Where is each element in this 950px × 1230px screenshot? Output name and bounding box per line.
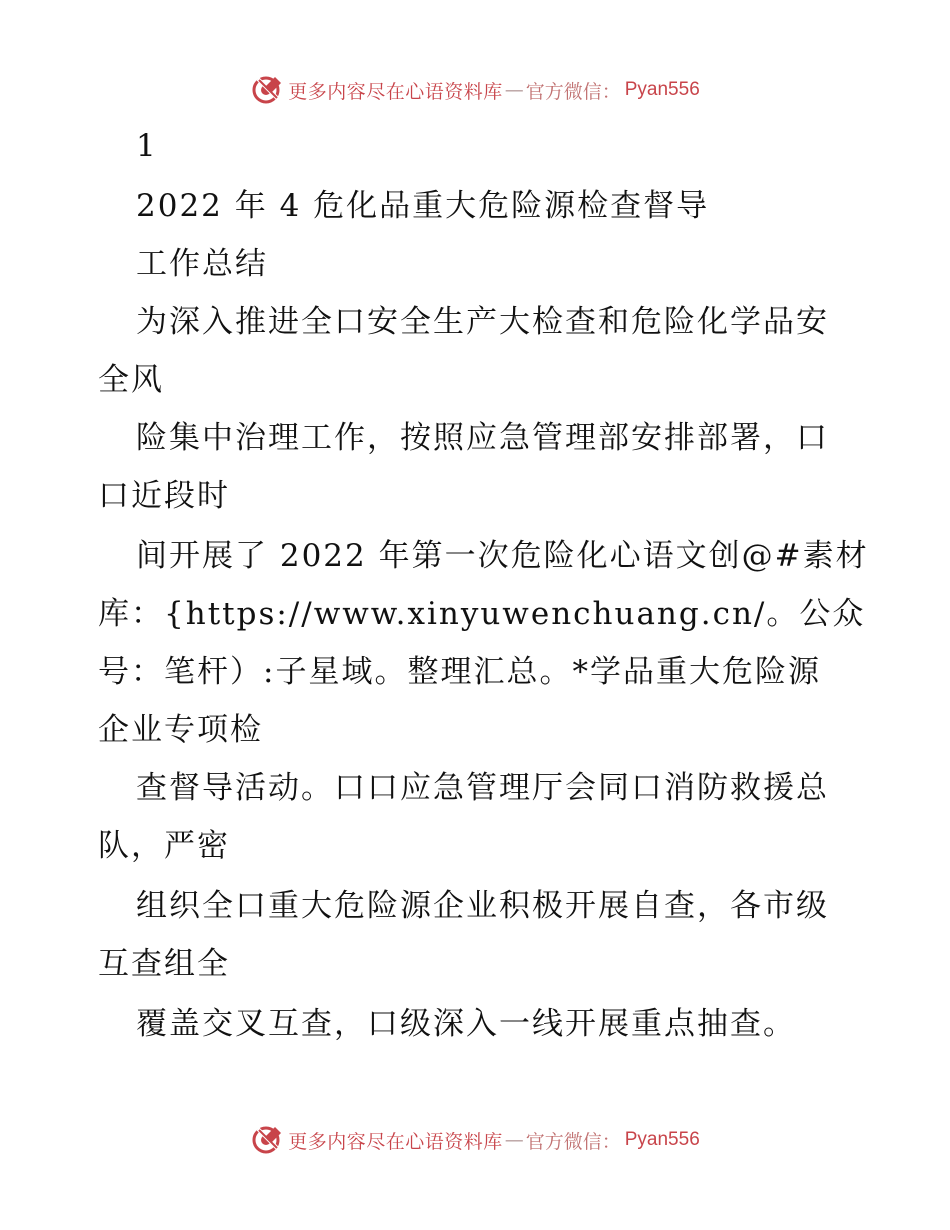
text-line: 间开展了 2022 年第一次危险化心语文创@#素材 xyxy=(136,538,869,574)
watermark-prefix: 官方微信： xyxy=(525,1130,621,1153)
text-line: 险集中治理工作，按照应急管理部安排部署，口 xyxy=(136,420,829,456)
footer-watermark xyxy=(0,1120,950,1160)
document-title-line-1: 2022 年 4 危化品重大危险源检查督导 xyxy=(136,188,710,224)
text-line: 全风 xyxy=(98,362,164,398)
text-line: 覆盖交叉互查，口级深入一线开展重点抽查。 xyxy=(136,1006,796,1042)
page-number: 1 xyxy=(136,128,158,164)
text-line: 号：笔杆）:子星域。整理汇总。*学品重大危险源 xyxy=(98,654,821,690)
text-line: 查督导活动。口口应急管理厅会同口消防救援总 xyxy=(136,770,829,806)
watermark-wechat-id: Pyan556 xyxy=(624,1129,700,1150)
watermark-prefix: 官方微信： xyxy=(525,80,621,103)
watermark-separator: — xyxy=(504,79,524,101)
text-line: 队，严密 xyxy=(98,828,230,864)
watermark-text: 更多内容尽在心语资料库 xyxy=(288,80,503,103)
text-line: 组织全口重大危险源企业积极开展自查，各市级 xyxy=(136,888,829,924)
text-line: 为深入推进全口安全生产大检查和危险化学品安 xyxy=(136,304,829,340)
header-watermark xyxy=(0,70,950,110)
watermark-separator: — xyxy=(504,1129,524,1151)
pen-logo-icon xyxy=(250,73,284,107)
watermark-text: 更多内容尽在心语资料库 xyxy=(288,1130,503,1153)
pen-logo-icon xyxy=(250,1123,284,1157)
text-line: 库：{https://www.xinyuwenchuang.cn/。公众 xyxy=(98,596,866,632)
watermark-wechat-id: Pyan556 xyxy=(624,79,700,100)
text-line: 口近段时 xyxy=(98,478,230,514)
text-line: 企业专项检 xyxy=(98,712,263,748)
text-line: 互查组全 xyxy=(98,946,230,982)
document-title-line-2: 工作总结 xyxy=(136,246,268,282)
